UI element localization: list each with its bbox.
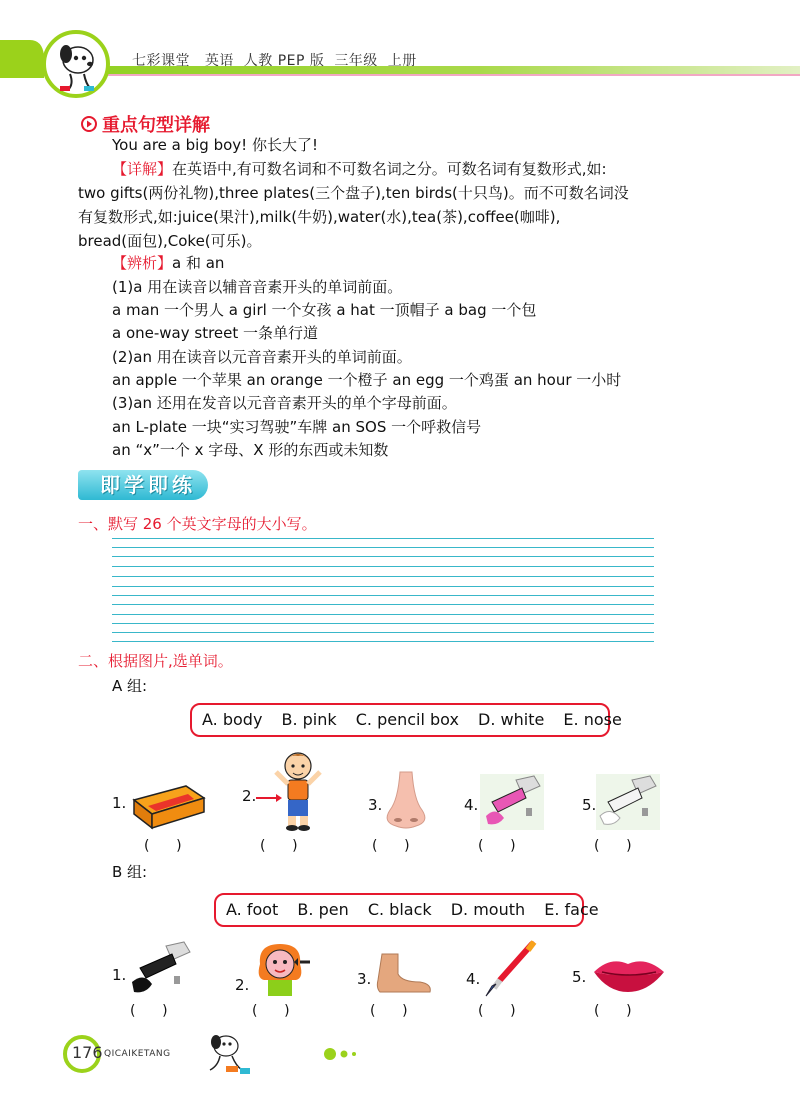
header-subject: 英语 <box>204 53 234 69</box>
header-grade: 三年级 <box>334 53 378 69</box>
analysis-tag: 【辨析】 <box>112 254 173 272</box>
rule-3-example-1: an L-plate 一块“实习驾驶”车牌 an SOS 一个呼救信号 <box>112 418 482 436</box>
page-number: 176 <box>72 1043 103 1062</box>
option: C. black <box>367 900 432 919</box>
footer-mascot-icon <box>196 1030 258 1080</box>
writing-line <box>112 595 654 596</box>
writing-line <box>112 547 654 548</box>
pen-brush-icon <box>482 940 538 998</box>
black-paint-tube-icon <box>126 940 196 998</box>
item-number: 5. <box>582 796 597 814</box>
writing-line <box>112 623 654 624</box>
header-volume: 上册 <box>387 53 417 69</box>
foot-icon <box>372 952 434 998</box>
writing-line <box>112 604 654 605</box>
item-number: 5. <box>572 968 587 986</box>
header-series: 七彩课堂 <box>132 53 190 69</box>
group-a-label: A 组: <box>112 677 148 695</box>
mascot-dog-icon <box>40 30 110 98</box>
answer-blank[interactable]: ( ) <box>594 838 632 854</box>
group-b-options <box>214 893 599 927</box>
item-number: 4. <box>466 970 481 988</box>
detail-line-1 <box>112 159 607 179</box>
detail-text-1: 在英语中,有可数名词和不可数名词之分。可数名词有复数形式,如: <box>172 160 607 178</box>
group-b-label: B 组: <box>112 863 148 881</box>
mouth-lips-icon <box>590 952 668 994</box>
option: A. foot <box>226 900 279 919</box>
section-title: 重点句型详解 <box>102 115 210 136</box>
answer-blank[interactable]: ( ) <box>594 1003 632 1019</box>
boy-body-icon <box>254 748 334 832</box>
analysis-line <box>112 253 224 273</box>
header-title <box>132 50 417 70</box>
footer-brand: QICAIKETANG <box>104 1049 171 1059</box>
option: D. mouth <box>450 900 526 919</box>
option: E. nose <box>563 710 622 729</box>
detail-line-4: bread(面包),Coke(可乐)。 <box>78 232 262 250</box>
writing-line <box>112 566 654 567</box>
detail-tag: 【详解】 <box>112 160 173 178</box>
writing-line <box>112 556 654 557</box>
girl-face-icon <box>252 940 314 998</box>
item-number: 1. <box>112 966 127 984</box>
nose-icon <box>382 770 432 832</box>
pencil-box-icon <box>128 780 208 832</box>
option: A. body <box>202 710 263 729</box>
writing-line <box>112 614 654 615</box>
key-sentence: You are a big boy! 你长大了! <box>112 136 318 154</box>
item-number: 3. <box>368 796 383 814</box>
answer-blank[interactable]: ( ) <box>372 838 410 854</box>
writing-line <box>112 538 654 539</box>
answer-blank[interactable]: ( ) <box>478 1003 516 1019</box>
writing-line <box>112 586 654 587</box>
rule-3: (3)an 还用在发音以元音音素开头的单个字母前面。 <box>112 394 457 412</box>
white-paint-tube-icon <box>594 772 662 832</box>
play-bullet-icon <box>81 116 97 132</box>
rule-1: (1)a 用在读音以辅音音素开头的单词前面。 <box>112 278 403 296</box>
detail-line-2: two gifts(两份礼物),three plates(三个盘子),ten birds(十只鸟)。而不可数名词没 <box>78 184 629 202</box>
group-a-options <box>190 703 622 737</box>
option: D. white <box>478 710 545 729</box>
option: B. pink <box>281 710 337 729</box>
answer-blank[interactable]: ( ) <box>260 838 298 854</box>
writing-line <box>112 641 654 642</box>
rule-2-example-1: an apple 一个苹果 an orange 一个橙子 an egg 一个鸡蛋 an hour 一小时 <box>112 371 622 389</box>
option: E. face <box>544 900 599 919</box>
item-number: 2. <box>235 976 250 994</box>
option: B. pen <box>297 900 349 919</box>
answer-blank[interactable]: ( ) <box>144 838 182 854</box>
rule-1-example-2: a one-way street 一条单行道 <box>112 324 319 342</box>
item-number: 2. <box>242 787 257 805</box>
item-number: 3. <box>357 970 372 988</box>
answer-blank[interactable]: ( ) <box>478 838 516 854</box>
rule-1-example-1: a man 一个男人 a girl 一个女孩 a hat 一顶帽子 a bag 一个包 <box>112 301 537 319</box>
writing-line <box>112 576 654 577</box>
analysis-title: a 和 an <box>172 254 225 272</box>
item-number: 1. <box>112 794 127 812</box>
practice-banner: 即学即练 <box>78 470 208 500</box>
rule-2: (2)an 用在读音以元音音素开头的单词前面。 <box>112 348 412 366</box>
detail-line-3: 有复数形式,如:juice(果汁),milk(牛奶),water(水),tea(茶),coffee(咖啡), <box>78 208 561 226</box>
answer-blank[interactable]: ( ) <box>130 1003 168 1019</box>
answer-blank[interactable]: ( ) <box>252 1003 290 1019</box>
header-edition: 人教 PEP 版 <box>243 53 325 69</box>
question-1-title: 一、默写 26 个英文字母的大小写。 <box>78 515 317 533</box>
item-number: 4. <box>464 796 479 814</box>
writing-line <box>112 632 654 633</box>
option: C. pencil box <box>355 710 459 729</box>
question-2-title: 二、根据图片,选单词。 <box>78 652 233 670</box>
answer-blank[interactable]: ( ) <box>370 1003 408 1019</box>
pink-paint-tube-icon <box>478 772 546 832</box>
rule-3-example-2: an “x”一个 x 字母、X 形的东西或未知数 <box>112 441 389 459</box>
